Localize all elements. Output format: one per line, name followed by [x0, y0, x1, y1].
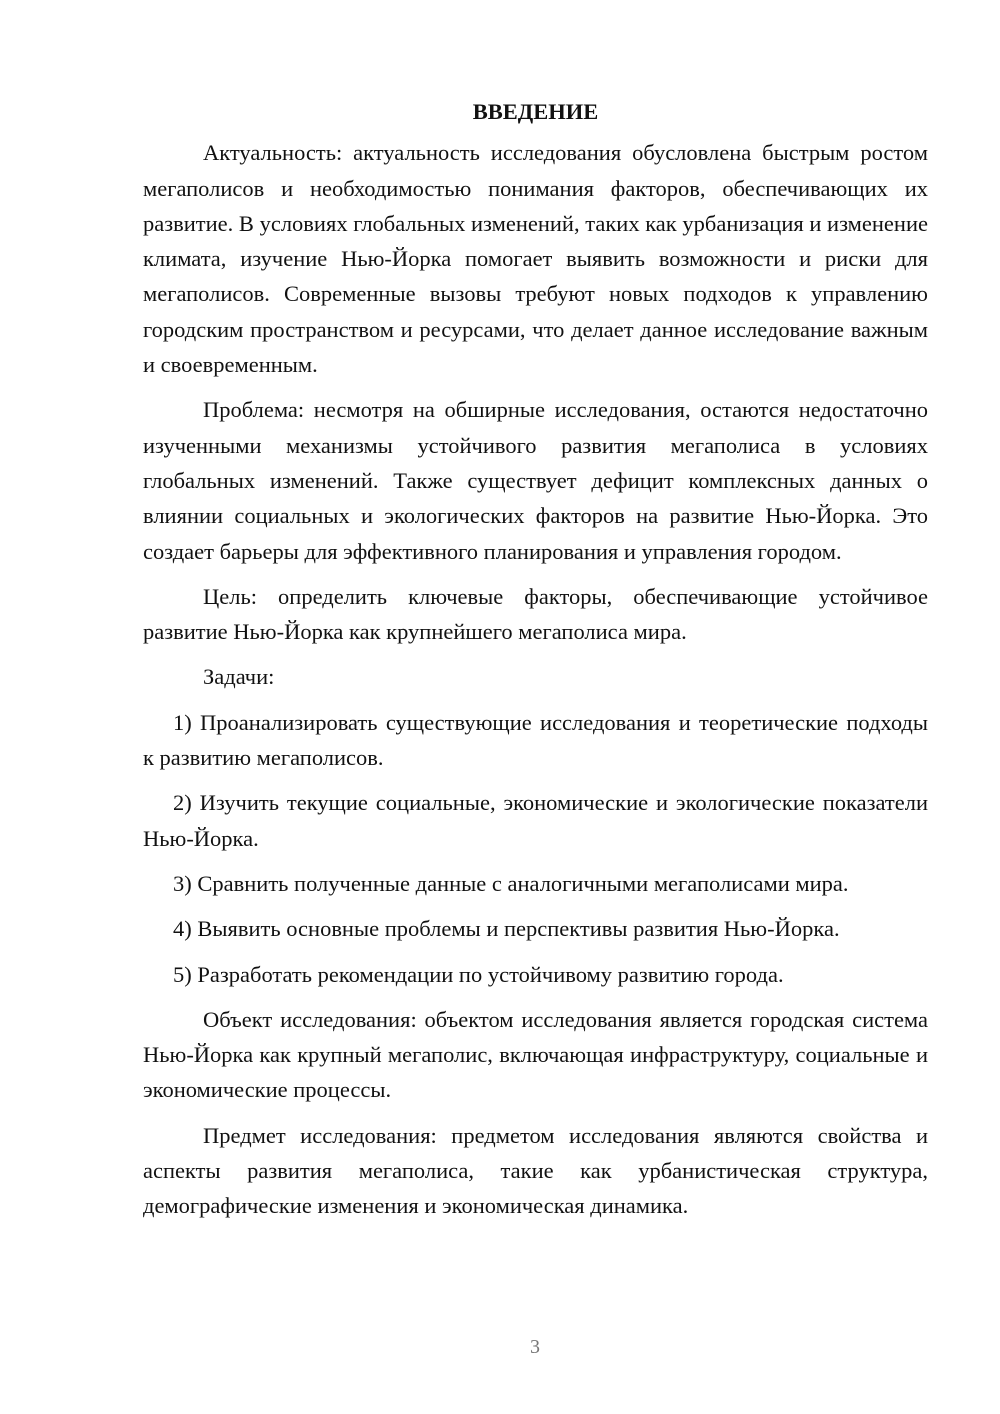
page-content [143, 94, 928, 1234]
paragraph-subject: Предмет исследования: предметом исследования являются свойства и аспекты развития мегаполиса, такие как урбанистическая структура, демографические изменения и экономическая динамика. [143, 1122, 928, 1219]
task-item-3: 3) Сравнить полученные данные с аналогичными мегаполисами мира. [173, 870, 849, 896]
paragraph-goal: Цель: определить ключевые факторы, обеспечивающие устойчивое развитие Нью-Йорка как крупнейшего мегаполиса мира. [143, 583, 928, 645]
page-number: 3 [530, 1336, 540, 1358]
paragraph-problem: Проблема: несмотря на обширные исследования, остаются недостаточно изученными механизмы устойчивого развития мегаполиса в условиях глобальных изменений. Также существует дефицит комплексных данных о влиянии социальных и экологических факторов на развитие Нью-Йорка. Это создает барьеры для эффективного планирования и управления городом. [143, 397, 928, 564]
task-item-2: 2) Изучить текущие социальные, экономические и экологические показатели Нью-Йорка. [143, 790, 928, 851]
task-item-1: 1) Проанализировать существующие исследования и теоретические подходы к развитию мегаполисов. [143, 709, 928, 771]
paragraph-object: Объект исследования: объектом исследования является городская система Нью-Йорка как крупный мегаполис, включающая инфраструктуру, социальные и экономические процессы. [143, 1006, 928, 1103]
section-title: ВВЕДЕНИЕ [472, 99, 599, 124]
paragraph-relevance: Актуальность: актуальность исследования обусловлена быстрым ростом мегаполисов и необходимостью понимания факторов, обеспечивающих их развитие. В условиях глобальных изменений, таких как урбанизация и изменение климата, изучение Нью-Йорка помогает выявить возможности и риски для мегаполисов. Современные вызовы требуют новых подходов к управлению городским пространством и ресурсами, что делает данное исследование важным и своевременным. [143, 140, 928, 378]
task-item-5: 5) Разработать рекомендации по устойчивому развитию города. [173, 961, 784, 987]
paragraph-tasks-heading: Задачи: [203, 664, 275, 690]
task-item-4: 4) Выявить основные проблемы и перспективы развития Нью-Йорка. [173, 916, 840, 942]
